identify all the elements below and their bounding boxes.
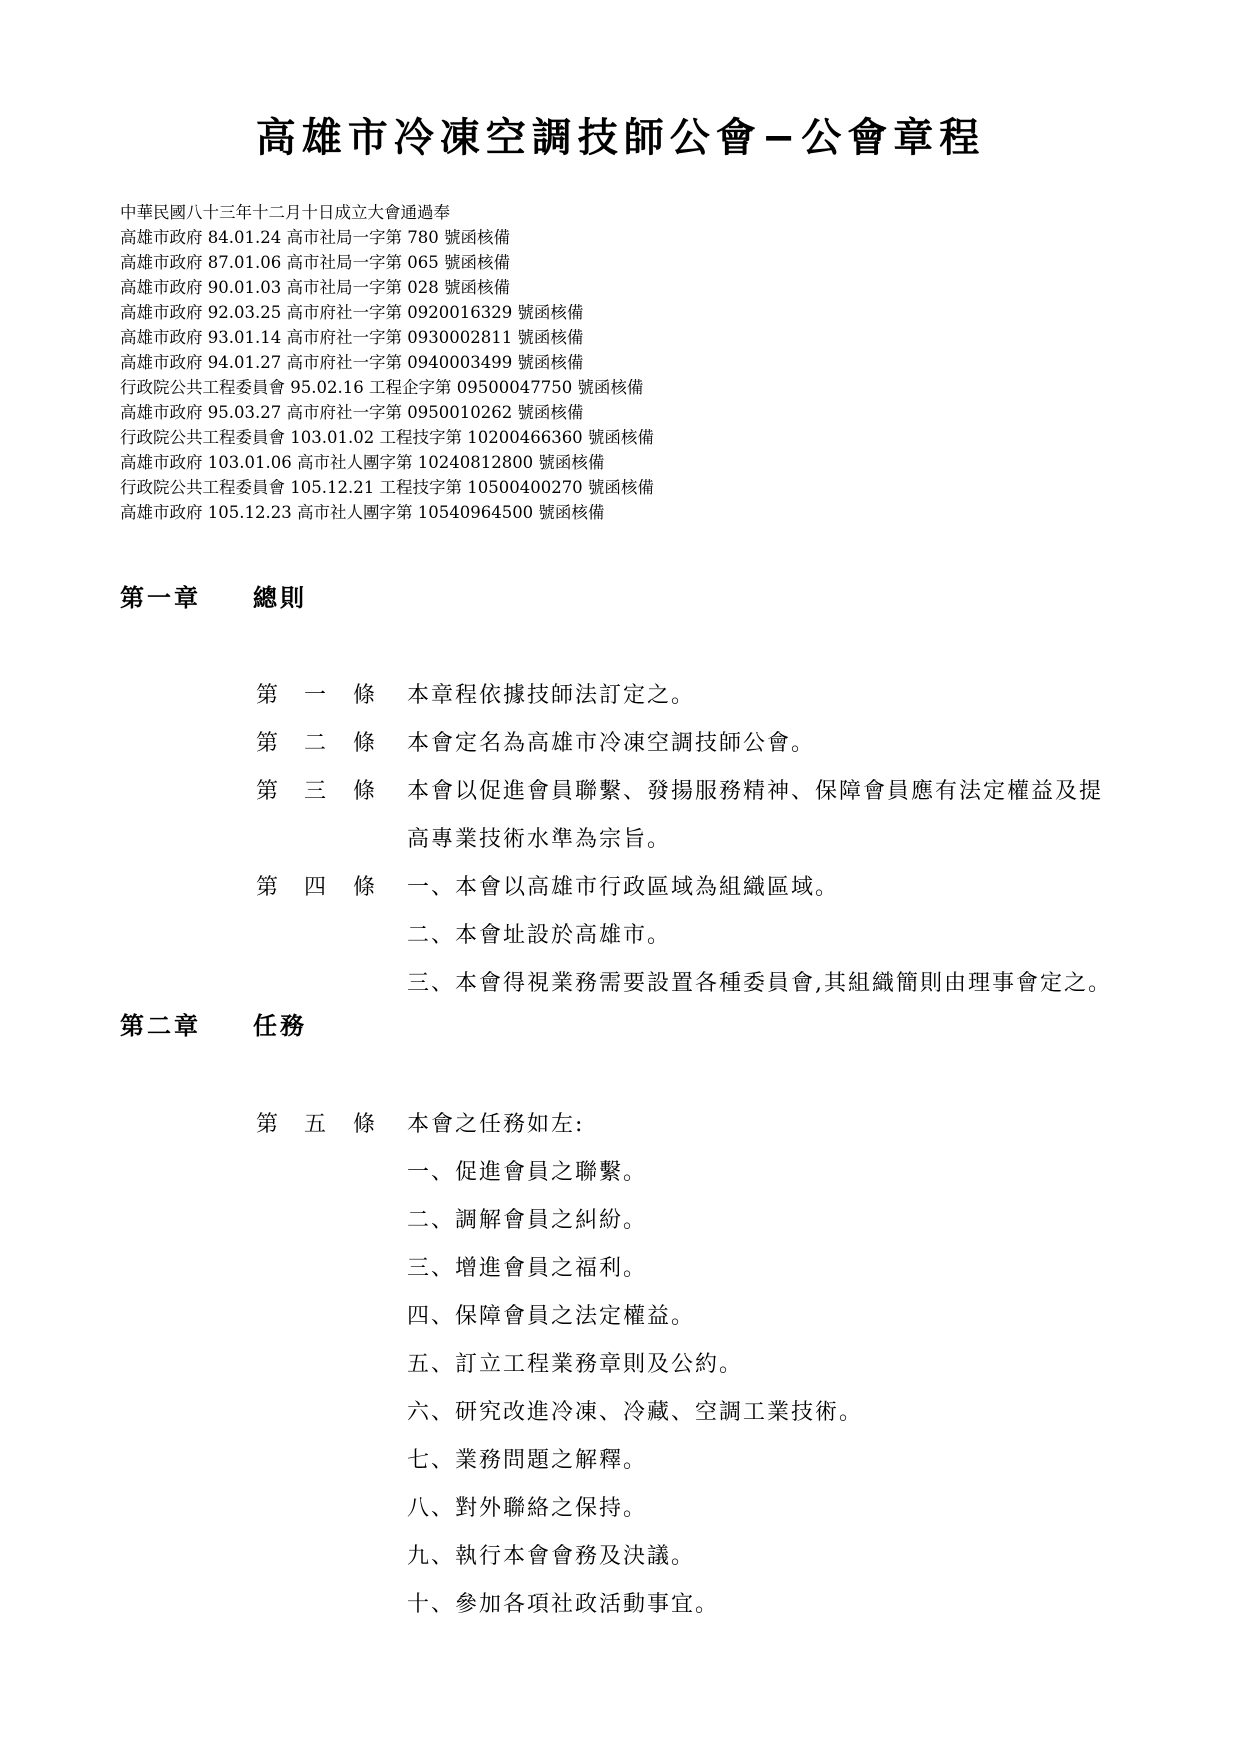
article-line	[0, 1293, 1241, 1341]
article-line	[0, 1389, 1241, 1437]
article-text: 本會之任務如左:	[407, 1112, 585, 1137]
history-line: 行政院公共工程委員會 105.12.21 工程技字第 10500400270 號函核備	[120, 478, 654, 497]
article-line	[0, 1341, 1241, 1389]
article-text: 六、研究改進冷凍、冷藏、空調工業技術。	[407, 1400, 864, 1425]
chapter-name: 總則	[253, 584, 307, 612]
history-line: 高雄市政府 84.01.24 高市社局一字第 780 號函核備	[120, 228, 510, 247]
article-text: 本會定名為高雄市冷凍空調技師公會。	[407, 731, 816, 756]
article-text: 七、業務問題之解釋。	[407, 1448, 648, 1473]
history-line: 行政院公共工程委員會 103.01.02 工程技字第 10200466360 號函核備	[120, 428, 654, 447]
history-line: 高雄市政府 93.01.14 高市府社一字第 0930002811 號函核備	[120, 328, 584, 347]
page-title: 高雄市冷凍空調技師公會−公會章程	[255, 115, 986, 161]
article-text: 本會以促進會員聯繫、發揚服務精神、保障會員應有法定權益及提	[407, 779, 1104, 804]
article-line	[0, 1485, 1241, 1533]
article-line: 第 二 條 本會定名為高雄市冷凍空調技師公會。	[0, 720, 1241, 768]
article-text: 五、訂立工程業務章則及公約。	[407, 1352, 744, 1377]
chapter-number: 第一章	[120, 584, 201, 612]
history-line: 高雄市政府 90.01.03 高市社局一字第 028 號函核備	[120, 278, 510, 297]
history-line: 高雄市政府 94.01.27 高市府社一字第 0940003499 號函核備	[120, 353, 584, 372]
chapter-name: 任務	[253, 1012, 307, 1040]
article-text: 八、對外聯絡之保持。	[407, 1496, 648, 1521]
article-text: 十、參加各項社政活動事宜。	[407, 1592, 720, 1617]
history-line: 高雄市政府 105.12.23 高市社人團字第 10540964500 號函核備	[120, 503, 605, 522]
article-text: 九、執行本會會務及決議。	[407, 1544, 696, 1569]
history-line: 高雄市政府 103.01.06 高市社人團字第 10240812800 號函核備	[120, 453, 605, 472]
article-line	[0, 912, 1241, 960]
article-text: 一、促進會員之聯繫。	[407, 1160, 648, 1185]
article-text: 二、本會址設於高雄市。	[407, 923, 672, 948]
article-line: 第 一 條 本章程依據技師法訂定之。	[0, 672, 1241, 720]
article-text: 二、調解會員之糾紛。	[407, 1208, 648, 1233]
history-line: 行政院公共工程委員會 95.02.16 工程企字第 09500047750 號函核備	[120, 378, 644, 397]
history-line: 高雄市政府 87.01.06 高市社局一字第 065 號函核備	[120, 253, 510, 272]
article-line	[0, 1533, 1241, 1581]
article-text: 三、增進會員之福利。	[407, 1256, 648, 1281]
article-line: 第 五 條 本會之任務如左:	[0, 1101, 1241, 1149]
chapter-heading	[120, 1008, 307, 1044]
article-line	[0, 1437, 1241, 1485]
article-line	[0, 960, 1241, 1008]
history-line: 中華民國八十三年十二月十日成立大會通過奉	[120, 203, 450, 222]
article-text: 四、保障會員之法定權益。	[407, 1304, 696, 1329]
approval-history	[120, 200, 920, 525]
article-line	[0, 1197, 1241, 1245]
history-line: 高雄市政府 95.03.27 高市府社一字第 0950010262 號函核備	[120, 403, 584, 422]
article-text: 三、本會得視業務需要設置各種委員會,其組織簡則由理事會定之。	[407, 971, 1112, 996]
chapter-heading	[120, 580, 307, 616]
chapter-2-articles	[0, 1101, 1241, 1677]
article-line	[0, 1629, 1241, 1677]
article-line: 第 三 條 本會以促進會員聯繫、發揚服務精神、保障會員應有法定權益及提	[0, 768, 1241, 816]
article-line	[0, 1149, 1241, 1197]
article-text: 一、本會以高雄市行政區域為組織區域。	[407, 875, 840, 900]
chapter-1-articles	[0, 672, 1241, 1008]
article-line	[0, 816, 1241, 864]
article-text: 高專業技術水準為宗旨。	[407, 827, 672, 852]
article-line	[0, 1581, 1241, 1629]
chapter-number: 第二章	[120, 1012, 201, 1040]
article-line	[0, 1245, 1241, 1293]
article-text: 本章程依據技師法訂定之。	[407, 683, 696, 708]
article-line: 第 四 條 一、本會以高雄市行政區域為組織區域。	[0, 864, 1241, 912]
history-line: 高雄市政府 92.03.25 高市府社一字第 0920016329 號函核備	[120, 303, 584, 322]
